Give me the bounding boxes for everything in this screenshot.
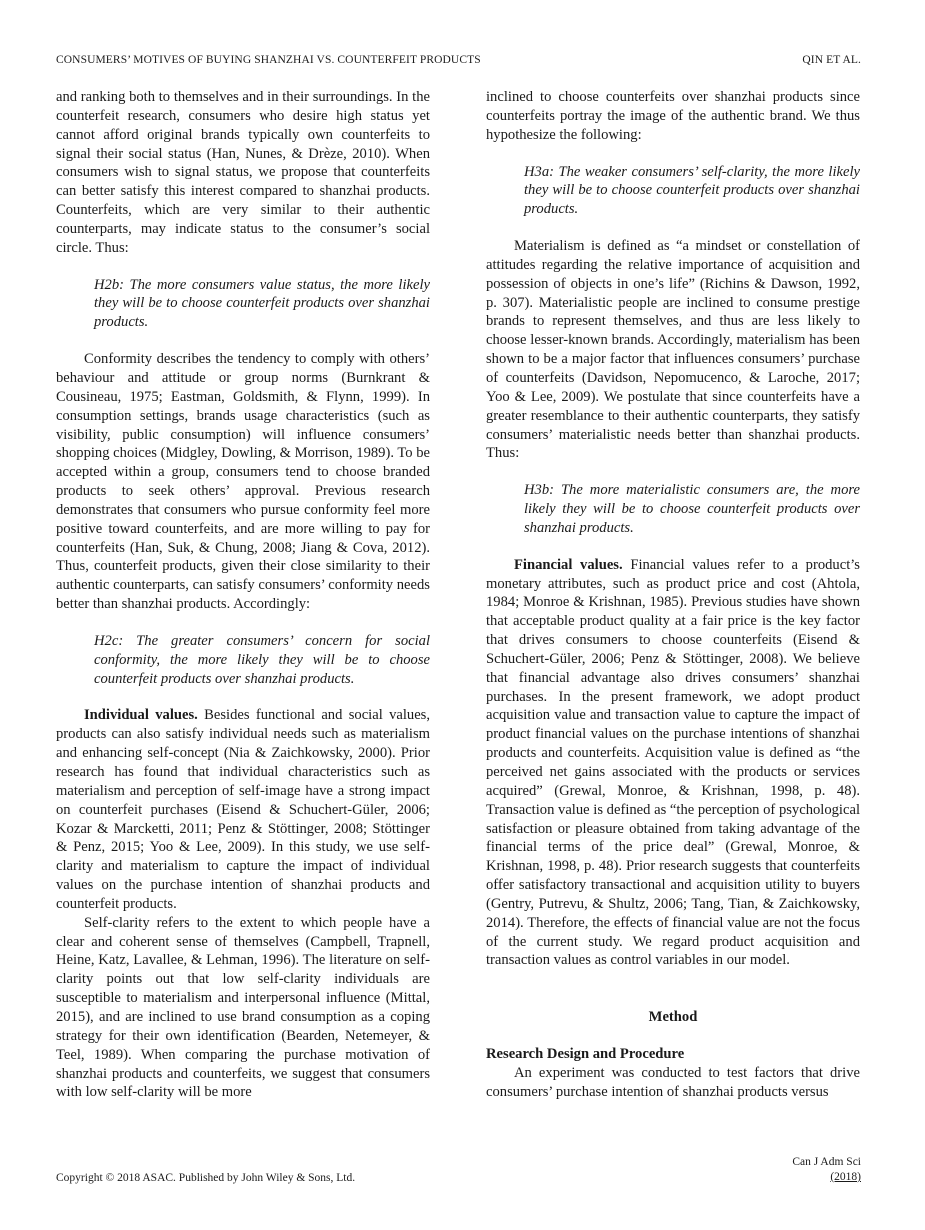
running-head <box>56 54 861 66</box>
subsection-heading: Research Design and Procedure <box>486 1046 685 1063</box>
body-paragraph: and ranking both to themselves and in their surroundings. In the counterfeit research, consumers who desire high status yet cannot afford original brands typically own counterfeits to signal their social status (Han, Nunes, & Drèze, 2010). When consumers wish to signal status, we propose that counterfeits can better satisfy this interest compared to shanzhai products. Counterfeits, which are very similar to their authentic counterparts, may indicate status to the consumer’s social circle. Thus: <box>56 89 430 256</box>
left-column <box>56 88 430 1102</box>
copyright-notice: Copyright © 2018 ASAC. Published by John Wiley & Sons, Ltd. <box>56 1172 356 1184</box>
hypothesis-h3a: H3a: The weaker consumers’ self-clarity, the more likely they will be to choose counterfeit products over shanzhai products. <box>524 163 860 218</box>
running-head-title: CONSUMERS’ MOTIVES OF BUYING SHANZHAI VS. COUNTERFEIT PRODUCTS <box>56 54 481 66</box>
run-in-heading: Financial values. <box>514 556 623 573</box>
journal-year-link[interactable]: (2018) <box>830 1171 861 1183</box>
body-paragraph-individual-values <box>56 706 430 913</box>
body-paragraph: Conformity describes the tendency to comply with others’ behaviour and attitude or group norms (Burnkrant & Cousineau, 1975; Eastman, Goldsmith, & Flynn, 1999). In consumption settings, brands usage characteristics (such as visibility, public consumption) will influence consumers’ shopping choices (Midgley, Dowling, & Morrison, 1989). To be accepted within a group, consumers tend to choose branded products to seek others’ approval. Previous research demonstrates that consumers who pursue conformity feel more positive toward counterfeits, and are more willing to pay for counterfeits (Han, Suk, & Chung, 2008; Jiang & Cova, 2012). Thus, counterfeit products, given their close similarity to their authentic counterparts, can satisfy consumers’ conformity needs better than shanzhai products. Accordingly: <box>56 351 430 613</box>
body-paragraph: An experiment was conducted to test factors that drive consumers’ purchase intention of shanzhai products versus <box>486 1064 860 1100</box>
body-paragraph: Self-clarity refers to the extent to which people have a clear and coherent sense of themselves (Campbell, Trapnell, Heine, Katz, Lavallee, & Lehman, 1996). The literature on self-clarity points out that low self-clarity individuals are susceptible to materialism and interpersonal influence (Mittal, 2015), and are inclined to use brand consumption as a coping strategy for their own identification (Bearden, Netemeyer, & Teel, 1989). When comparing the purchase motivation of shanzhai products and counterfeits, we suggest that consumers with low self-clarity will be more <box>56 914 430 1101</box>
hypothesis-h2b: H2b: The more consumers value status, the more likely they will be to choose counterfeit products over shanzhai products. <box>94 276 430 331</box>
paragraph-text: Besides functional and social values, products can also satisfy individual needs such as materialism and enhancing self-concept (Nia & Zaichkowsky, 2000). Prior research has found that individual characteristics such as materialism and perception of self-image have a strong impact on counterfeit purchases (Eisend & Schuchert-Güler, 2006; Kozar & Marcketti, 2011; Penz & Stöttinger, 2008; Stöttinger & Penz, 2015; Yoo & Lee, 2009). In this study, we use self-clarity and materialism to capture the impact of individual values on the purchase intention of shanzhai products and counterfeit products. <box>56 707 431 912</box>
section-heading-method: Method <box>648 1009 698 1026</box>
running-head-authors: QIN ET AL. <box>802 54 861 66</box>
body-paragraph-financial-values <box>486 556 860 971</box>
run-in-heading: Individual values. <box>84 707 198 724</box>
journal-citation <box>792 1155 861 1185</box>
paragraph-text: Financial values refer to a product’s monetary attributes, such as product price and cost (Ahtola, 1984; Monroe & Krishnan, 1985). Previous studies have shown that acceptable product quality at a fair price is the key factor that drives consumers to choose counterfeits (Eisend & Schuchert-Güler, 2006; Penz & Stöttinger, 2008). We believe that financial advantage also drives consumers’ shanzhai purchases. In the present framework, we adopt product acquisition value and transaction value to capture the impact of product financial values on the purchase intentions of shanzhai products and counterfeits. Acquisition value is defined as “the perceived net gains associated with the products or services acquired” (Grewal, Monroe, & Krishnan, 1998, p. 48). Transaction value is defined as “the perception of psychological satisfaction or pleasure obtained from taking advantage of the financial terms of the price deal” (Grewal, Monroe, & Krishnan, 1998, p. 48). Prior research suggests that counterfeits offer satisfactory transactional and acquisition utility to buyers (Gentry, Putrevu, & Shultz, 2006; Tang, Tian, & Zaichkowsky, 2014). Therefore, the effects of financial value are not the focus of the current study. We regard product acquisition and transaction values as control variables in our model. <box>486 556 860 969</box>
hypothesis-h3b: H3b: The more materialistic consumers are, the more likely they will be to choose counterfeit products over shanzhai products. <box>524 482 860 536</box>
body-paragraph: Materialism is defined as “a mindset or constellation of attitudes regarding the relative importance of acquisition and possession of objects in one’s life” (Richins & Dawson, 1992, p. 307). Materialistic people are inclined to consume prestige brands to represent themselves, and thus are less likely to choose lesser-known brands. Accordingly, materialism has been shown to be a major factor that influences consumers’ purchase of counterfeits (Davidson, Nepomucenco, & Laroche, 2017; Yoo & Lee, 2009). We postulate that since counterfeits have a greater resemblance to their authentic counterparts, they satisfy consumers’ materialistic needs better than shanzhai products. Thus: <box>486 238 860 462</box>
journal-name: Can J Adm Sci <box>792 1156 861 1168</box>
hypothesis-h2c: H2c: The greater consumers’ concern for social conformity, the more likely they will be to choose counterfeit products over shanzhai products. <box>94 632 430 687</box>
right-column <box>486 88 860 1102</box>
body-paragraph: inclined to choose counterfeits over shanzhai products since counterfeits portray the image of the authentic brand. We thus hypothesize the following: <box>486 89 860 143</box>
